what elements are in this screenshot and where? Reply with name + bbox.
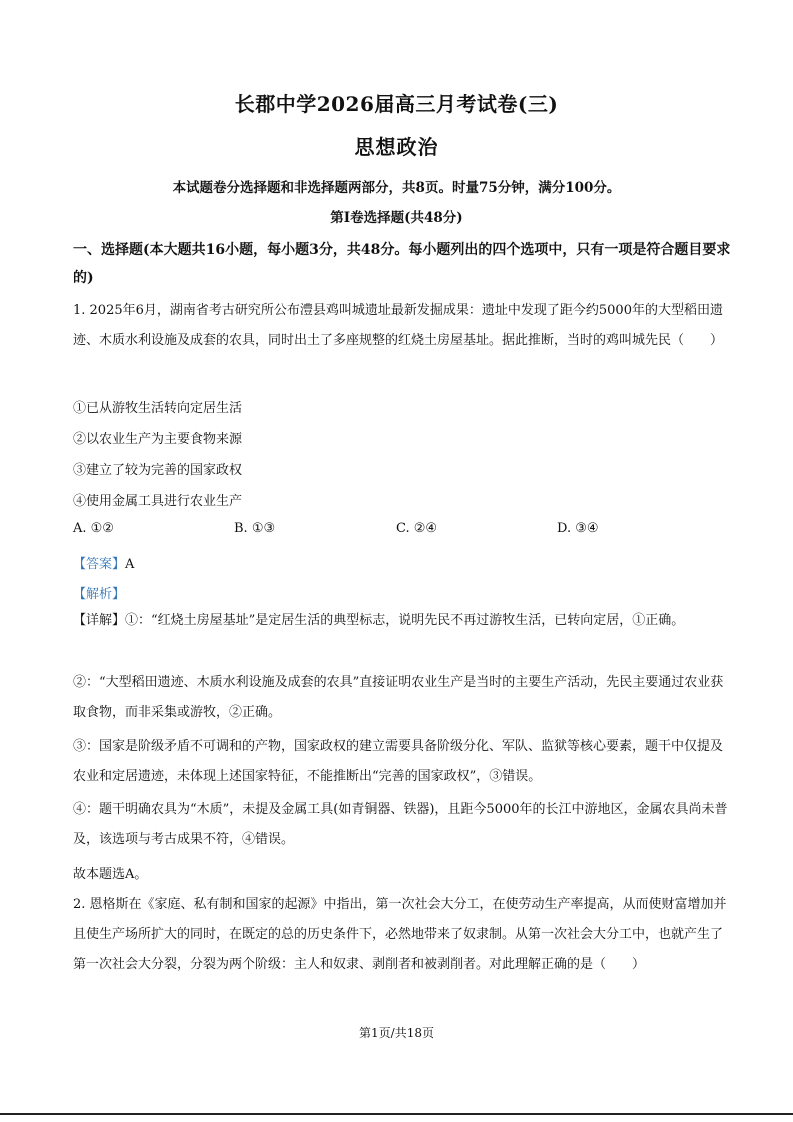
- q1-answer-line: [73, 553, 134, 572]
- exam-title: 长郡中学2026届高三月考试卷(三): [234, 92, 559, 116]
- q1-detail-4: ④：题干明确农具为“木质”，未提及金属工具(如青铜器、铁器)，且距今5000年的长江中游地区，金属农具尚未普及，该选项与考古成果不符，④错误。: [73, 802, 728, 847]
- page-number: 第1页/共18页: [359, 1026, 434, 1040]
- answer-value: A: [125, 557, 135, 572]
- q1-detail-1: [73, 606, 728, 636]
- q1-statement-3: ③建立了较为完善的国家政权: [73, 463, 243, 478]
- section-heading: 一、选择题(本大题共16小题，每小题3分，共48分。每小题列出的四个选项中，只有一项是符合题目要求的): [73, 242, 731, 286]
- q1-option-a: A. ①②: [73, 521, 114, 536]
- q1-statement-2: ②以农业生产为主要食物来源: [73, 432, 243, 447]
- q1-statement-1: ①已从游牧生活转向定居生活: [73, 401, 243, 416]
- q1-detail-3: ③：国家是阶级矛盾不可调和的产物，国家政权的建立需要具备阶级分化、军队、监狱等核心要素，题干中仅提及农业和定居遗迹，未体现上述国家特征，不能推断出“完善的国家政权”，③错误。: [73, 739, 724, 784]
- q1-option-d: D. ③④: [557, 521, 599, 536]
- q2-stem: 2. 恩格斯在《家庭、私有制和国家的起源》中指出，第一次社会大分工，在使劳动生产率提高，从而使财富增加并且使生产场所扩大的同时，在既定的总的历史条件下，必然地带来了奴隶制。从第一次社会大分工中，也就产生了第一次社会大分裂，分裂为两个阶级：主人和奴隶、剥削者和被剥削者。对此理解正确的是（ ）: [73, 897, 727, 972]
- detail-tag: 【详解】: [73, 613, 126, 628]
- analysis-tag: 【解析】: [73, 587, 126, 602]
- answer-tag: 【答案】: [73, 557, 126, 572]
- q1-conclusion: 故本题选A。: [73, 867, 148, 882]
- exam-info: 本试题卷分选择题和非选择题两部分，共8页。时量75分钟，满分100分。: [172, 180, 621, 196]
- q1-analysis-line: [73, 583, 125, 602]
- q1-detail-2: ②：“大型稻田遗迹、木质水利设施及成套的农具”直接证明农业生产是当时的主要生产活动，先民主要通过农业获取食物，而非采集或游牧，②正确。: [73, 675, 724, 720]
- q1-option-c: C. ②④: [396, 521, 438, 536]
- q1-stem: 1. 2025年6月，湖南省考古研究所公布澧县鸡叫城遗址最新发掘成果：遗址中发现了距今约5000年的大型稻田遗迹、木质水利设施及成套的农具，同时出土了多座规整的红烧土房屋基址。据此推断，当时的鸡叫城先民（ ）: [73, 303, 724, 348]
- volume-heading: 第Ⅰ卷选择题(共48分): [330, 210, 463, 226]
- q1-option-b: B. ①③: [234, 521, 276, 536]
- q1-statement-4: ④使用金属工具进行农业生产: [73, 494, 243, 509]
- exam-subject: 思想政治: [354, 135, 439, 159]
- detail-text-1: ①：“红烧土房屋基址”是定居生活的典型标志，说明先民不再过游牧生活，已转向定居，①正确。: [125, 613, 685, 628]
- bottom-rule: [0, 1113, 793, 1115]
